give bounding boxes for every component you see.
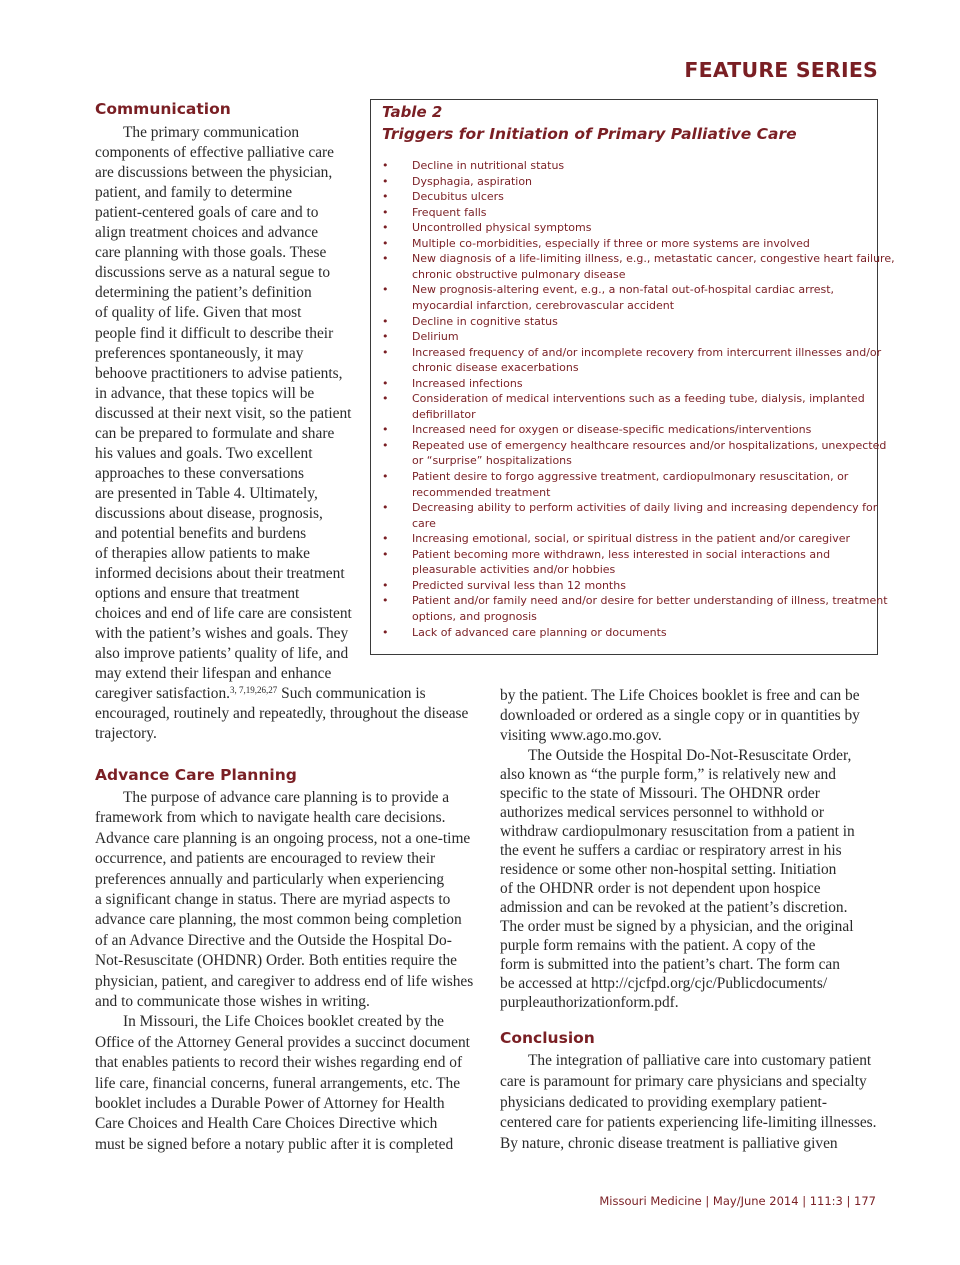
advance-care-heading: Advance Care Planning (95, 766, 297, 784)
paragraph-line: align treatment choices and advance (95, 224, 319, 242)
paragraph-line: specific to the state of Missouri. The OHDNR order (500, 784, 820, 802)
paragraph-line: the event he suffers a cardiac or respiratory arrest in his (500, 841, 842, 859)
bullet-icon: • (382, 221, 389, 235)
paragraph-line: Care Choices and Health Care Choices Directive which (95, 1115, 438, 1133)
paragraph-line: physician, patient, and caregiver to address end of life wishes (95, 972, 474, 990)
paragraph-line: discussed at their next visit, so the patient (95, 404, 352, 422)
table-item-text: Repeated use of emergency healthcare resources and/or hospitalizations, unexpected (412, 438, 887, 452)
paragraph-line: Not-Resuscitate (OHDNR) Order. Both entities require the (95, 952, 458, 970)
table-item-text: defibrillator (412, 407, 476, 421)
bullet-icon: • (382, 578, 389, 592)
table-label: Table 2 (382, 103, 443, 121)
paragraph-line: approaches to these conversations (95, 464, 304, 482)
paragraph-line: Office of the Attorney General provides a succinct document (95, 1033, 470, 1051)
bullet-icon: • (382, 470, 389, 483)
table-item-text: Decline in nutritional status (412, 159, 565, 172)
table-item-text: Decline in cognitive status (412, 314, 558, 328)
table-item-text: Lack of advanced care planning or documents (412, 625, 667, 639)
table-item-text: or “surprise” hospitalizations (412, 454, 572, 468)
paragraph-line: with the patient’s wishes and goals. They (95, 625, 349, 643)
paragraph-line: purpleauthorizationform.pdf. (500, 993, 679, 1011)
table-item-text: New prognosis-altering event, e.g., a non-fatal out-of-hospital cardiac arrest, (412, 283, 835, 297)
paragraph-line: By nature, chronic disease treatment is palliative given (500, 1135, 838, 1153)
paragraph-line: booklet includes a Durable Power of Attorney for Health (95, 1095, 445, 1112)
paragraph-line: discussions about disease, prognosis, (95, 504, 323, 522)
paragraph-line: authorizes medical services personnel to withhold or (500, 803, 824, 821)
section-header: FEATURE SERIES (684, 58, 878, 82)
table-item-text: Decubitus ulcers (412, 190, 504, 204)
paragraph-line: care is paramount for primary care physicians and specialty (500, 1072, 867, 1090)
citation-refs: 3, 7,19,26,27 (230, 685, 278, 695)
paragraph-line: preferences annually and particularly when experiencing (95, 870, 445, 888)
table-item-text: Increased frequency of and/or incomplete recovery from intercurrent illnesses and/or (412, 345, 882, 359)
paragraph-line: informed decisions about their treatment (95, 565, 345, 583)
table-item-text: Predicted survival less than 12 months (412, 578, 626, 592)
paragraph-line: also improve patients’ quality of life, and (95, 645, 349, 663)
table-item-text: Increased need for oxygen or disease-specific medications/interventions (412, 423, 812, 437)
paragraph-line: are presented in Table 4. Ultimately, (95, 484, 318, 502)
table-item-text: Uncontrolled physical symptoms (412, 221, 592, 235)
paragraph-line: of an Advance Directive and the Outside the Hospital Do- (95, 931, 452, 949)
bullet-icon: • (382, 501, 389, 515)
bullet-icon: • (382, 345, 389, 359)
communication-final-line (95, 684, 426, 704)
paragraph-line: The integration of palliative care into customary patient (528, 1052, 872, 1069)
paragraph-line: and to communicate those wishes in writing. (95, 993, 370, 1010)
paragraph-line: purple form remains with the patient. A copy of the (500, 936, 816, 954)
paragraph-line: patient, and family to determine (95, 184, 293, 202)
page-footer: Missouri Medicine | May/June 2014 | 111:3 | 177 (599, 1194, 876, 1208)
paragraph-line: components of effective palliative care (95, 144, 335, 162)
table-item-text: New diagnosis of a life-limiting illness, e.g., metastatic cancer, congestive heart failure, (412, 252, 895, 266)
table-item-text: myocardial infarction, cerebrovascular accident (412, 298, 675, 312)
bullet-icon: • (382, 314, 389, 328)
paragraph-line: by the patient. The Life Choices booklet is free and can be (500, 687, 860, 704)
table-title: Triggers for Initiation of Primary Palliative Care (382, 125, 797, 143)
bullet-icon: • (382, 330, 389, 344)
paragraph-line: life care, financial concerns, funeral arrangements, etc. The (95, 1074, 461, 1092)
paragraph-line: withdraw cardiopulmonary resuscitation from a patient in (500, 822, 855, 840)
paragraph-line: options and ensure that treatment (95, 585, 300, 603)
table-item-text: Patient desire to forgo aggressive treatment, cardiopulmonary resuscitation, or (412, 470, 849, 483)
bullet-icon: • (382, 236, 389, 250)
paragraph-line: encouraged, routinely and repeatedly, throughout the disease (95, 705, 469, 722)
bullet-icon: • (382, 532, 389, 546)
bullet-icon: • (382, 174, 389, 188)
paragraph-line: Advance care planning is an ongoing process, not a one-time (95, 829, 471, 847)
paragraph-line: admission and can be revoked at the patient’s discretion. (500, 898, 848, 916)
table-item-text: recommended treatment (412, 485, 551, 499)
bullet-icon: • (382, 205, 389, 219)
paragraph-line: trajectory. (95, 725, 157, 743)
paragraph-line: occurrence, and patients are encouraged to review their (95, 850, 436, 868)
text-span: Such communication is (277, 685, 426, 702)
bullet-icon: • (382, 283, 389, 297)
table-item-text: Increasing emotional, social, or spiritual distress in the patient and/or caregiver (412, 532, 851, 546)
paragraph-line: his values and goals. Two excellent (95, 444, 313, 462)
bullet-icon: • (382, 423, 389, 437)
bullet-icon: • (382, 547, 389, 561)
paragraph-line: patient-centered goals of care and to (95, 204, 319, 222)
paragraph-line: can be prepared to formulate and share (95, 424, 335, 442)
paragraph-line: are discussions between the physician, (95, 164, 333, 182)
paragraph-line: of quality of life. Given that most (95, 304, 302, 322)
paragraph-line: advance care planning, the most common being completion (95, 911, 462, 929)
bullet-icon: • (382, 438, 389, 452)
table-item-text: Consideration of medical interventions such as a feeding tube, dialysis, implanted (412, 392, 865, 406)
paragraph-line: a significant change in status. There are myriad aspects to (95, 891, 451, 908)
conclusion-heading: Conclusion (500, 1029, 595, 1047)
paragraph-line: The order must be signed by a physician, and the original (500, 917, 854, 935)
table-item-text: Patient becoming more withdrawn, less interested in social interactions and (412, 547, 831, 561)
bullet-icon: • (382, 252, 389, 266)
paragraph-line: The primary communication (123, 124, 300, 141)
paragraph-line: In Missouri, the Life Choices booklet created by the (123, 1013, 444, 1031)
paragraph-line: choices and end of life care are consistent (95, 605, 352, 623)
table-item-text: Patient and/or family need and/or desire for better understanding of illness, treatment (412, 594, 888, 608)
table-item-text: Decreasing ability to perform activities of daily living and increasing dependency for (412, 501, 878, 515)
paragraph-line: that enables patients to record their wishes regarding end of (95, 1054, 463, 1072)
table-item-text: Frequent falls (412, 205, 487, 219)
paragraph-line: people find it difficult to describe their (95, 324, 334, 342)
table-item-text: chronic obstructive pulmonary disease (412, 267, 626, 281)
table-item-text: Dysphagia, aspiration (412, 174, 533, 188)
paragraph-line: of therapies allow patients to make (95, 545, 310, 563)
table-item-text: options, and prognosis (412, 609, 537, 623)
bullet-icon: • (382, 190, 389, 204)
paragraph-line: physicians dedicated to providing exemplary patient- (500, 1093, 827, 1111)
table-item-text: Multiple co-morbidities, especially if three or more systems are involved (412, 236, 810, 250)
paragraph-line: centered care for patients experiencing life-limiting illnesses. (500, 1114, 877, 1132)
table-item-text: care (412, 516, 436, 530)
paragraph-line: downloaded or ordered as a single copy or in quantities by (500, 707, 860, 725)
paragraph-line: be accessed at http://cjcfpd.org/cjc/Publicdocuments/ (500, 974, 828, 992)
paragraph-line: framework from which to navigate health care decisions. (95, 809, 446, 827)
paragraph-line: residence or some other non-hospital setting. Initiation (500, 860, 837, 878)
table-2-box (370, 99, 895, 655)
paragraph-line: must be signed before a notary public after it is completed (95, 1135, 454, 1153)
table-item-text: Increased infections (412, 376, 523, 390)
paragraph-line: determining the patient’s definition (95, 284, 312, 302)
bullet-icon: • (382, 392, 389, 406)
table-item-text: pleasurable activities and/or hobbies (412, 563, 616, 577)
paragraph-line: care planning with those goals. These (95, 244, 327, 262)
bullet-icon: • (382, 625, 389, 639)
communication-heading: Communication (95, 100, 231, 118)
paragraph-line: of the OHDNR order is not dependent upon hospice (500, 879, 821, 897)
table-item-text: Delirium (412, 330, 459, 344)
paragraph-line: also known as “the purple form,” is relatively new and (500, 765, 836, 783)
paragraph-line: The purpose of advance care planning is to provide a (123, 789, 450, 806)
paragraph-line: behoove practitioners to advise patients, (95, 364, 343, 382)
paragraph-line: in advance, that these topics will be (95, 384, 315, 402)
paragraph-line: preferences spontaneously, it may (95, 344, 304, 362)
bullet-icon: • (382, 159, 389, 172)
table-item-text: chronic disease exacerbations (412, 361, 579, 375)
paragraph-line: and potential benefits and burdens (95, 525, 307, 542)
text-span: caregiver satisfaction. (95, 685, 231, 702)
bullet-icon: • (382, 376, 389, 390)
paragraph-line: form is submitted into the patient’s chart. The form can (500, 955, 840, 973)
paragraph-line: The Outside the Hospital Do-Not-Resuscitate Order, (528, 746, 852, 764)
bullet-icon: • (382, 594, 389, 608)
paragraph-line: discussions serve as a natural segue to (95, 264, 331, 282)
paragraph-line: visiting www.ago.mo.gov. (500, 727, 662, 745)
paragraph-line: may extend their lifespan and enhance (95, 665, 332, 683)
